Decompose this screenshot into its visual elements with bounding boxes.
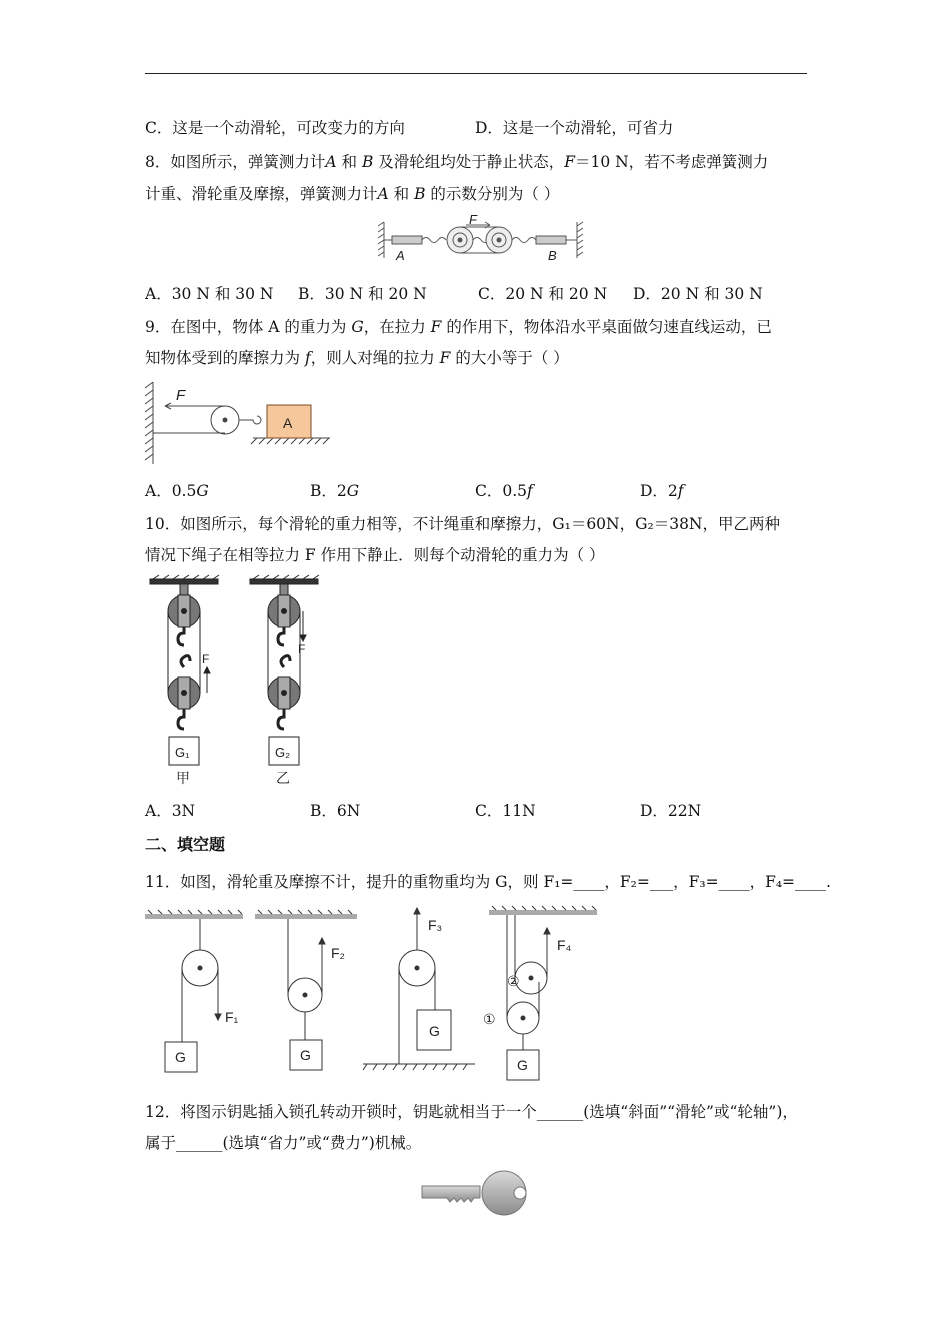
q11-four-pulley-figure: [145, 900, 605, 1085]
q11-fig4-weight: G: [517, 1057, 528, 1073]
q11-fig4-pulley-1-label: ①: [483, 1011, 496, 1027]
q10-fig-weight-g1: G₁: [175, 745, 190, 760]
q10-pulley-figure: [145, 575, 325, 787]
q9-option-d: D．2f: [640, 482, 684, 500]
q8-option-c: C．20 N 和 20 N: [478, 285, 608, 303]
q10-fig-weight-g2: G₂: [275, 745, 291, 760]
q8-stem-line1: 8．如图所示，弹簧测力计A 和 B 及滑轮组均处于静止状态，F＝10 N，若不考虑弹簧测力: [145, 153, 769, 171]
q9-pulley-block-figure: [145, 380, 330, 465]
q8-option-b: B．30 N 和 20 N: [298, 285, 427, 303]
q7-option-c: C．这是一个动滑轮，可改变力的方向: [145, 119, 405, 137]
q10-fig-label-yi: 乙: [276, 770, 290, 786]
q10-option-d: D．22N: [640, 802, 702, 820]
q11-fig4-force: F₄: [557, 937, 572, 953]
q10-fig-force-label-yi: F: [298, 642, 306, 656]
q11-fig1-force: F₁: [225, 1009, 239, 1025]
q10-stem-line2: 情况下绳子在相等拉力 F 作用下静止．则每个动滑轮的重力为（ ）: [145, 546, 605, 564]
q11-fig1-weight: G: [175, 1049, 186, 1065]
q9-fig-block-label: A: [283, 415, 293, 431]
q8-fig-label-b: B: [548, 248, 557, 263]
q10-fig-label-jia: 甲: [176, 770, 190, 786]
q11-fig4-pulley-2-label: ②: [507, 973, 520, 989]
q8-option-d: D．20 N 和 30 N: [633, 285, 763, 303]
q9-stem-line1: 9．在图中，物体 A 的重力为 G，在拉力 F 的作用下，物体沿水平桌面做匀速直线运动，已: [145, 318, 772, 336]
q11-fig2-weight: G: [300, 1047, 311, 1063]
q9-fig-force-label: F: [176, 387, 186, 404]
q8-spring-balance-figure: [378, 214, 583, 264]
header-rule: [145, 73, 807, 74]
q8-stem-line2: 计重、滑轮重及摩擦，弹簧测力计A 和 B 的示数分别为（ ）: [145, 185, 560, 203]
q10-option-a: A．3N: [145, 802, 196, 820]
q8-fig-force-label: F: [469, 212, 477, 227]
q7-option-d: D．这是一个动滑轮，可省力: [475, 119, 674, 137]
q9-option-a: A．0.5G: [145, 482, 209, 500]
q10-stem-line1: 10．如图所示，每个滑轮的重力相等，不计绳重和摩擦力，G₁＝60N，G₂＝38N，甲乙两种: [145, 515, 780, 533]
section-title-fill-in: 二、填空题: [145, 835, 226, 854]
q10-option-b: B．6N: [310, 802, 361, 820]
q11-stem: 11．如图，滑轮重及摩擦不计，提升的重物重均为 G，则 F₁=____，F₂=___，F₃=____，F₄=____.: [145, 873, 831, 891]
q10-fig-force-label-jia: F: [202, 652, 210, 666]
q9-option-b: B．2G: [310, 482, 360, 500]
q9-option-c: C．0.5f: [475, 482, 533, 500]
q11-fig3-force: F₃: [428, 917, 443, 933]
q12-stem-line1: 12．将图示钥匙插入锁孔转动开锁时，钥匙就相当于一个______(选填“斜面”“滑轮”或“轮轴”)，: [145, 1103, 798, 1121]
q8-fig-label-a: A: [396, 248, 405, 263]
q9-stem-line2: 知物体受到的摩擦力为 f，则人对绳的拉力 F 的大小等于（ ）: [145, 349, 569, 367]
q8-option-a: A．30 N 和 30 N: [145, 285, 274, 303]
q12-stem-line2: 属于______(选填“省力”或“费力”)机械。: [145, 1134, 422, 1152]
q11-fig2-force: F₂: [331, 945, 345, 961]
q10-option-c: C．11N: [475, 802, 536, 820]
key-figure: [420, 1168, 530, 1220]
q11-fig3-weight: G: [429, 1023, 440, 1039]
